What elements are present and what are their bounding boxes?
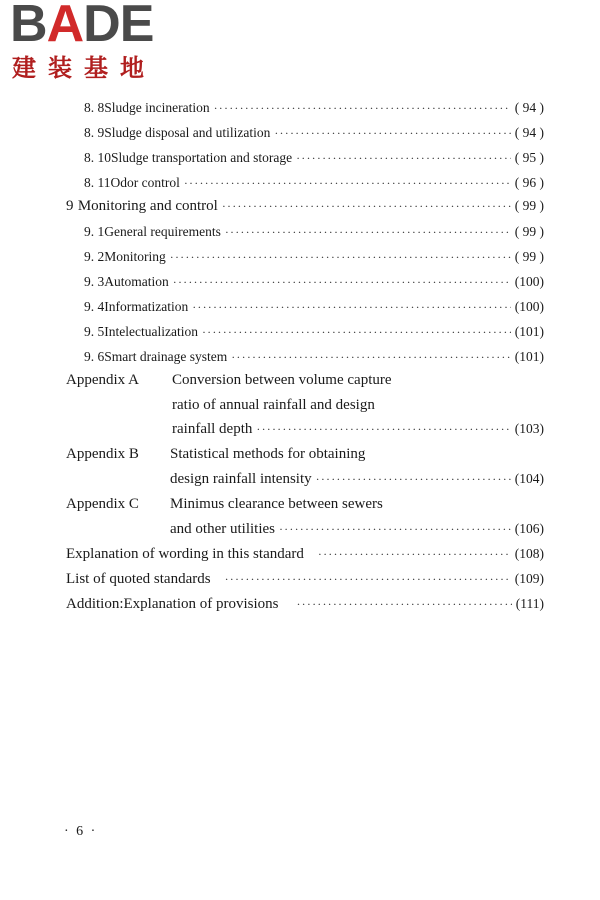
- toc-entry-title: Sludge disposal and utilization: [104, 125, 271, 140]
- toc-leader-dots: [173, 275, 511, 290]
- toc-entry-number: 8. 8: [84, 100, 105, 115]
- toc-entry-title: Addition:Explanation of provisions: [66, 596, 279, 612]
- page-number: · 6 ·: [64, 824, 98, 839]
- toc-entry: [84, 349, 544, 365]
- toc-leader-dots: [225, 225, 511, 240]
- toc-leader-dots: [231, 350, 511, 365]
- toc-leader-dots: [279, 522, 511, 537]
- toc-entry: [66, 546, 544, 563]
- logo-letters: BADE: [10, 0, 154, 53]
- toc-entry-title: Monitoring: [104, 249, 166, 264]
- toc-entry-page: (101): [514, 349, 544, 364]
- toc-entry-page: (111): [515, 596, 544, 611]
- toc-leader-dots: [170, 250, 511, 265]
- toc-entry-page: (101): [514, 324, 544, 339]
- toc-entry-title: Automation: [104, 274, 169, 289]
- toc-leader-dots: [296, 151, 511, 166]
- toc-entry-page: ( 94 ): [514, 125, 544, 140]
- toc-leader-dots: [184, 176, 511, 191]
- toc-entry: [84, 224, 544, 240]
- toc-entry-title: Statistical methods for obtaining: [170, 446, 366, 462]
- toc-entry-page: (104): [514, 471, 544, 486]
- toc-entry: [84, 274, 544, 290]
- toc-entry-page: (100): [514, 299, 544, 314]
- logo-wordmark: [10, 0, 154, 53]
- toc-entry: [84, 249, 544, 265]
- toc-entry-page: (108): [514, 546, 544, 561]
- toc-entry-title: List of quoted standards: [66, 571, 211, 587]
- toc-entry-title: General requirements: [104, 224, 221, 239]
- toc-entry-title: Sludge transportation and storage: [111, 150, 293, 165]
- toc-entry-title: Explanation of wording in this standard: [66, 546, 304, 562]
- toc-entry-page: ( 96 ): [514, 175, 544, 190]
- toc-leader-dots: [316, 472, 511, 487]
- toc-entry-number: Appendix C: [66, 496, 139, 512]
- toc-entry-title: Informatization: [104, 299, 189, 314]
- toc-entry-title: Odor control: [110, 175, 180, 190]
- toc-entry-number: 8. 9: [84, 125, 105, 140]
- toc-chapter: [66, 198, 544, 215]
- toc-entry-title: Sludge incineration: [104, 100, 210, 115]
- toc-entry-last-line: [170, 521, 544, 538]
- toc-entry-page: ( 99 ): [514, 249, 544, 264]
- toc-entry-title-end: rainfall depth: [172, 421, 253, 437]
- toc-entry-last-line: [172, 421, 544, 438]
- toc-entry-title: Smart drainage system: [104, 349, 228, 364]
- toc-entry-number: Appendix B: [66, 446, 139, 462]
- toc-entry-page: (103): [514, 421, 544, 436]
- toc-entry-title: Intelectualization: [104, 324, 198, 339]
- toc-leader-dots: [222, 199, 511, 214]
- toc-entry-page: (109): [514, 571, 544, 586]
- toc-entry-number: Appendix A: [66, 372, 139, 388]
- toc-leader-dots: [225, 572, 511, 587]
- toc-entry-title: Monitoring and control: [77, 198, 218, 214]
- toc-entry-number: 9. 1: [84, 224, 105, 239]
- toc-entry: [84, 324, 544, 340]
- toc-entry: [84, 150, 544, 166]
- toc-leader-dots: [296, 597, 511, 612]
- toc-entry-continuation: ratio of annual rainfall and design: [172, 397, 375, 413]
- toc-entry-number: 9. 2: [84, 249, 105, 264]
- logo-chinese: 建装基地: [12, 54, 156, 82]
- toc-appendix-c: [66, 496, 383, 513]
- toc-entry: [84, 100, 544, 116]
- toc-entry-number: 8. 10: [84, 150, 111, 165]
- toc-entry-last-line: [170, 471, 544, 488]
- toc-entry-number: 9. 3: [84, 274, 105, 289]
- toc-appendix-b: [66, 446, 365, 463]
- toc-entry-title-end: design rainfall intensity: [170, 471, 312, 487]
- toc-entry-number: 9. 6: [84, 349, 105, 364]
- toc-entry-number: 9. 4: [84, 299, 105, 314]
- toc-entry-title-end: and other utilities: [170, 521, 275, 537]
- toc-entry-page: ( 95 ): [514, 150, 544, 165]
- toc-entry-title: Conversion between volume capture: [172, 372, 392, 388]
- toc-entry-number: 9. 5: [84, 324, 105, 339]
- toc-entry-page: ( 99 ): [514, 224, 544, 239]
- toc-entry: [84, 125, 544, 141]
- toc-entry-page: ( 99 ): [514, 198, 544, 213]
- toc-leader-dots: [256, 422, 510, 437]
- toc-leader-dots: [214, 101, 511, 116]
- toc-entry-title: Minimus clearance between sewers: [170, 496, 383, 512]
- toc-entry: [84, 299, 544, 315]
- toc-entry: [84, 175, 544, 191]
- toc-entry-number: 9: [66, 198, 74, 214]
- toc-entry: [66, 596, 544, 613]
- toc-leader-dots: [274, 126, 510, 141]
- toc-leader-dots: [202, 325, 511, 340]
- toc-entry-page: ( 94 ): [514, 100, 544, 115]
- toc-leader-dots: [318, 547, 511, 562]
- toc-entry: [66, 571, 544, 588]
- logo: [8, 0, 178, 88]
- toc-entry-number: 8. 11: [84, 175, 111, 190]
- toc-leader-dots: [192, 300, 511, 315]
- toc-appendix-a: [66, 372, 392, 389]
- toc-entry-page: (100): [514, 274, 544, 289]
- toc-entry-page: (106): [514, 521, 544, 536]
